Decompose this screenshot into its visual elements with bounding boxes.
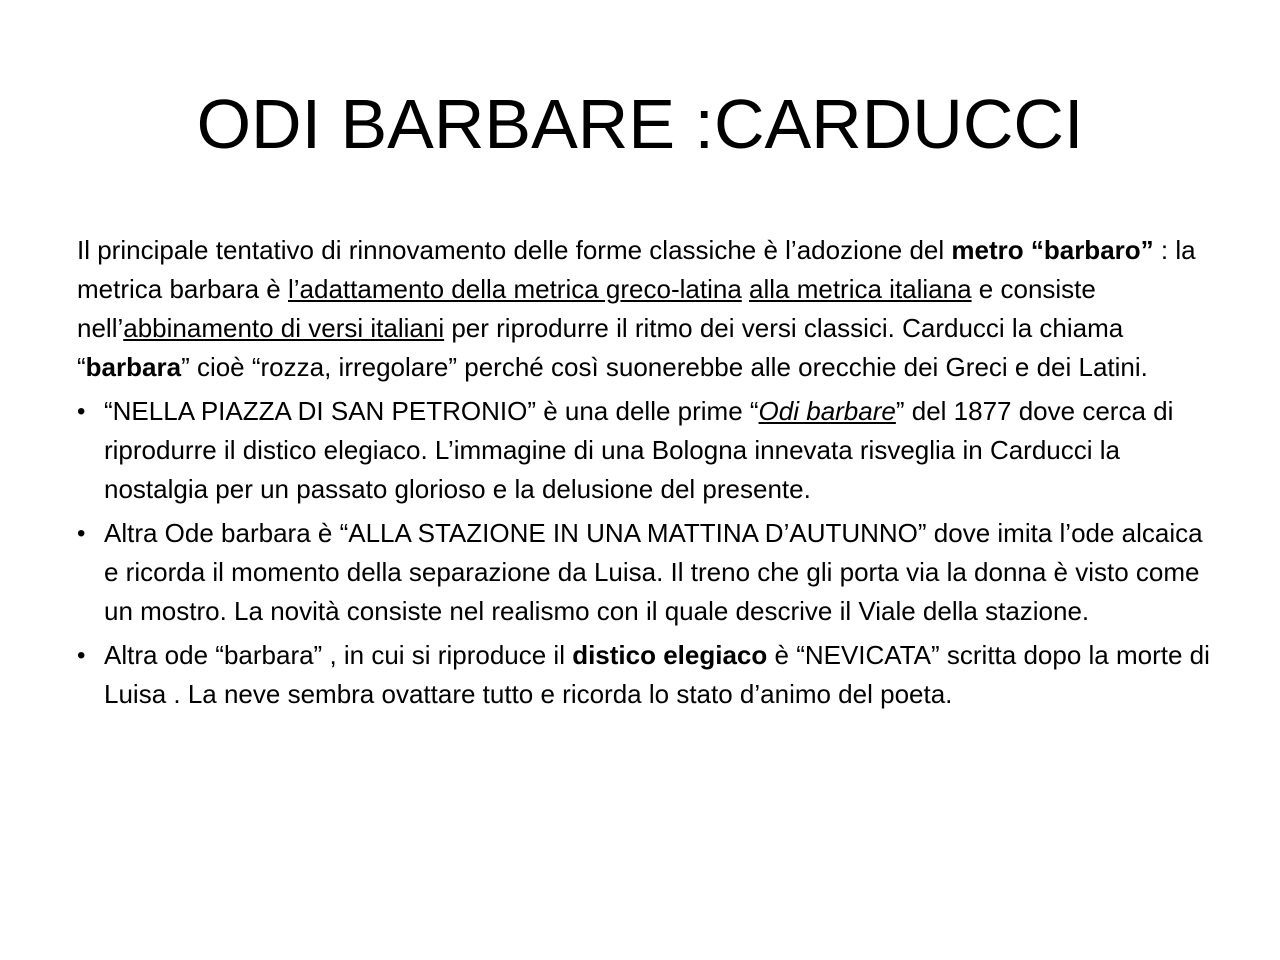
bullet-1-italic-odi-barbare: Odi barbare (758, 396, 896, 426)
intro-text-3 (742, 274, 749, 304)
bullet-3-text-2: è “NEVICATA” scritta dopo la morte di Luisa . La neve sembra ovattare tutto e ricorda lo stato d’animo del poeta. (104, 640, 1210, 709)
bullet-dot-icon: • (77, 642, 86, 669)
intro-text-4: e consiste nell’ (77, 274, 1096, 343)
intro-text-5: per riprodurre il ritmo dei versi classici. Carducci la chiama “ (77, 313, 1124, 382)
bullet-3-text-1: Altra ode “barbara” , in cui si riproduce il (104, 640, 573, 670)
intro-paragraph (77, 231, 1217, 387)
bullet-item-nevicata (77, 636, 1217, 714)
intro-bold-metro: metro “barbaro” (951, 235, 1154, 265)
bullet-dot-icon: • (77, 398, 86, 425)
bullet-3-bold-distico: distico elegiaco (572, 640, 768, 670)
intro-bold-barbara: barbara (85, 352, 182, 382)
slide-title: ODI BARBARE :CARDUCCI (196, 85, 1084, 163)
bullet-1-text-2: ” del 1877 dove cerca di riprodurre il distico elegiaco. L’immagine di una Bologna innevata risveglia in Carducci la nostalgia per un passato glorioso e la delusione del presente. (104, 396, 1174, 504)
bullet-item-san-petronio (77, 392, 1217, 509)
bullet-1-text-1: “NELLA PIAZZA DI SAN PETRONIO” è una delle prime “ (104, 396, 759, 426)
bullet-list (77, 392, 1217, 714)
intro-underline-metrica-italiana: alla metrica italiana (749, 274, 972, 304)
bullet-dot-icon: • (77, 520, 86, 547)
intro-text-2: : la metrica barbara è (77, 235, 1196, 304)
intro-text-1: Il principale tentativo di rinnovamento delle forme classiche è l’adozione del (77, 235, 952, 265)
intro-text-6: ” cioè “rozza, irregolare” perché così suonerebbe alle orecchie dei Greci e dei Latini. (181, 352, 1148, 382)
intro-underline-adattamento: l’adattamento della metrica greco-latina (287, 274, 742, 304)
intro-underline-abbinamento: abbinamento di versi italiani (123, 313, 445, 343)
bullet-2-text-1: Altra Ode barbara è “ALLA STAZIONE IN UNA MATTINA D’AUTUNNO” dove imita l’ode alcaica e ricorda il momento della separazione da Luisa. Il treno che gli porta via la donna è visto come un mostro. La novità consiste nel realismo con il quale descrive il Viale della stazione. (104, 518, 1203, 626)
bullet-item-alla-stazione (77, 514, 1217, 631)
slide-content (77, 231, 1217, 719)
